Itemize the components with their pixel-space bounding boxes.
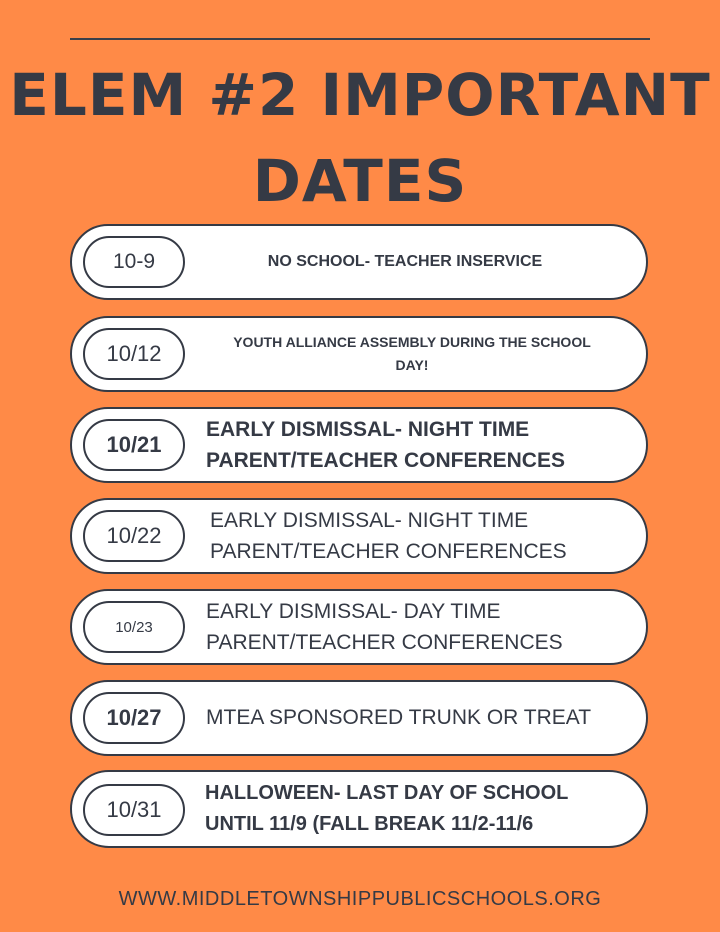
title-line-1: ELEM #2 IMPORTANT [9,61,711,129]
event-card-2 [70,316,648,392]
website-url: WWW.MIDDLETOWNSHIPPUBLICSCHOOLS.ORG [118,888,602,910]
event-card-1 [70,224,648,300]
event-card-3 [70,407,648,483]
date-pill: 10-9 [83,236,185,288]
event-description: NO SCHOOL- TEACHER INSERVICE [267,253,543,270]
event-description: HALLOWEEN- LAST DAY OF SCHOOL UNTIL 11/9 (FALL BREAK 11/2-11/6 [205,782,568,835]
event-description: EARLY DISMISSAL- NIGHT TIME PARENT/TEACHER CONFERENCES [210,509,567,563]
date-pill: 10/12 [83,328,185,380]
date-pill: 10/21 [83,419,185,471]
top-divider-line [70,38,650,40]
event-description: EARLY DISMISSAL- DAY TIME PARENT/TEACHER CONFERENCES [206,600,563,654]
page-title [0,52,720,224]
date-pill: 10/31 [83,784,185,836]
event-card-7 [70,770,648,848]
event-description: EARLY DISMISSAL- NIGHT TIME PARENT/TEACHER CONFERENCES [206,418,565,472]
event-description: YOUTH ALLIANCE ASSEMBLY DURING THE SCHOOL DAY! [233,334,591,373]
event-description: MTEA SPONSORED TRUNK OR TREAT [206,706,592,729]
date-pill: 10/27 [83,692,185,744]
title-line-2: DATES [252,147,468,215]
event-card-4 [70,498,648,574]
date-pill: 10/22 [83,510,185,562]
event-card-6 [70,680,648,756]
event-card-5 [70,589,648,665]
date-pill: 10/23 [83,601,185,653]
